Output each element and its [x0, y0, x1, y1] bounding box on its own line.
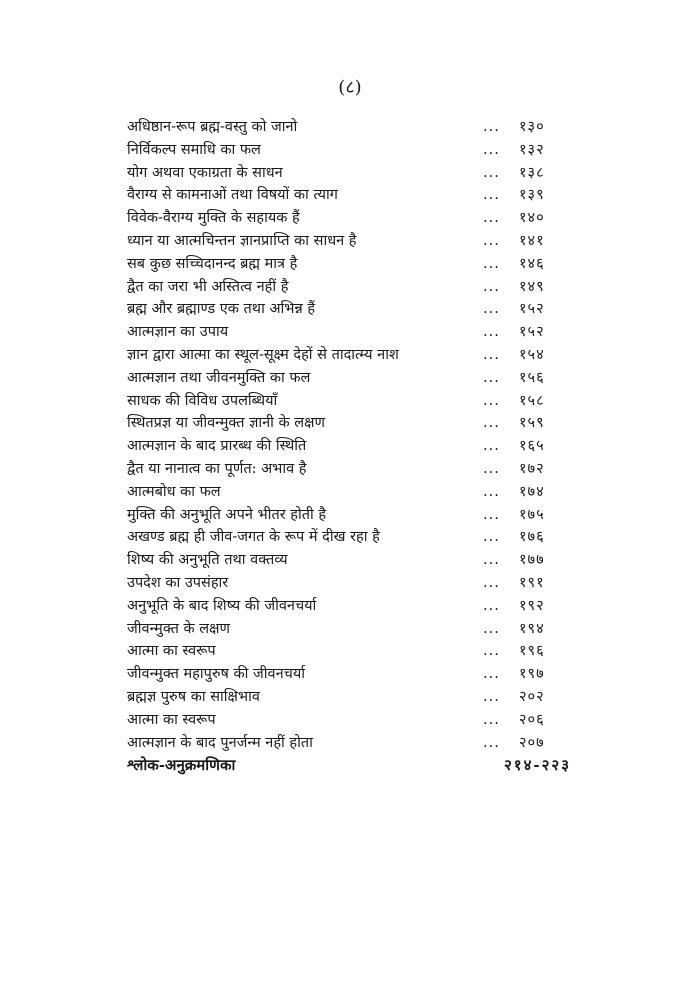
table-of-contents [127, 116, 571, 777]
toc-entry-title: निर्विकल्प समाधि का फल [127, 141, 261, 158]
toc-entry-leader: ... [483, 666, 500, 683]
toc-entry-title: आत्मज्ञान तथा जीवनमुक्ति का फल [127, 369, 311, 386]
toc-entry-leader: ... [483, 141, 500, 158]
toc-entry-title: आत्मबोध का फल [127, 483, 221, 500]
toc-entry-title: ब्रह्म और ब्रह्माण्ड एक तथा अभिन्न हैं [127, 301, 316, 318]
toc-entry-leader: ... [483, 574, 500, 591]
toc-entry-title: आत्मा का स्वरूप [127, 711, 216, 728]
toc-entry-page: १५२ [519, 301, 545, 318]
toc-entry-title: मुक्ति की अनुभूति अपने भीतर होती है [127, 506, 327, 523]
toc-entry [127, 298, 571, 321]
toc-entry-leader: ... [483, 734, 500, 751]
toc-entry [127, 276, 571, 299]
toc-entry-leader: ... [483, 415, 500, 432]
toc-entry-title: अधिष्ठान-रूप ब्रह्म-वस्तु को जानो [127, 119, 298, 135]
toc-entry-leader: ... [483, 392, 500, 409]
toc-entry-title: जीवन्मुक्त महापुरुष की जीवनचर्या [127, 666, 306, 683]
toc-entry [127, 663, 571, 686]
toc-entry-title: स्थितप्रज्ञ या जीवन्मुक्त ज्ञानी के लक्षण [127, 415, 325, 432]
toc-entry-page: १५६ [519, 369, 545, 386]
toc-entry-title: द्वैत या नानात्व का पूर्णत: अभाव है [127, 460, 307, 477]
toc-entry-leader: ... [483, 597, 500, 614]
toc-entry-page: १३० [519, 119, 545, 135]
toc-entry-title: आत्मा का स्वरूप [127, 643, 216, 660]
toc-entry-page: १५९ [519, 415, 545, 432]
toc-entry-page: १५४ [519, 346, 545, 363]
toc-entry-page: १३८ [519, 164, 545, 181]
toc-entry-page: १९६ [519, 643, 545, 660]
toc-entry-page: १७६ [519, 529, 545, 546]
toc-entry-page: १३२ [519, 141, 545, 158]
toc-entry [127, 321, 571, 344]
toc-entry-title: विवेक-वैराग्य मुक्ति के सहायक हैं [127, 210, 300, 227]
toc-entry-title: आत्मज्ञान के बाद पुनर्जन्म नहीं होता [127, 734, 313, 751]
toc-entry [127, 481, 571, 504]
toc-entry [127, 618, 571, 641]
toc-entry-title: द्वैत का जरा भी अस्तित्व नहीं है [127, 278, 289, 295]
toc-entry-leader: ... [483, 346, 500, 363]
toc-entry-title: अखण्ड ब्रह्म ही जीव-जगत के रूप में दीख रहा है [127, 529, 380, 546]
toc-entry-leader: ... [483, 255, 500, 272]
toc-entry [127, 184, 571, 207]
toc-entry-page: १४६ [519, 255, 545, 272]
toc-entry [127, 139, 571, 162]
toc-entry-leader: ... [483, 552, 500, 569]
toc-entry-leader: ... [483, 278, 500, 295]
toc-entry-leader: ... [483, 711, 500, 728]
toc-entry [127, 412, 571, 435]
toc-entry-leader: ... [483, 438, 500, 455]
toc-entry-title: योग अथवा एकाग्रता के साधन [127, 164, 283, 181]
toc-entry-title: जीवन्मुक्त के लक्षण [127, 620, 230, 637]
toc-entry-page: १९७ [519, 666, 545, 683]
toc-entry-title: साधक की विविध उपलब्धियाँ [127, 392, 278, 409]
toc-entry-title: शिष्य की अनुभूति तथा वक्तव्य [127, 552, 288, 569]
toc-entry-page: १४१ [519, 232, 545, 249]
toc-entry-title: सब कुछ सच्चिदानन्द ब्रह्म मात्र है [127, 255, 298, 272]
toc-entry [127, 572, 571, 595]
toc-entry-leader: ... [483, 688, 500, 705]
toc-entry-leader: ... [483, 460, 500, 477]
toc-entry-title: आत्मज्ञान के बाद प्रारब्ध की स्थिति [127, 438, 307, 455]
toc-entry-leader: ... [483, 506, 500, 523]
toc-entry [127, 367, 571, 390]
toc-entry-title: अनुभूति के बाद शिष्य की जीवनचर्या [127, 597, 317, 614]
toc-entry-page: १५८ [519, 392, 545, 409]
toc-entry [127, 458, 571, 481]
toc-entry-page: १३९ [519, 187, 545, 204]
toc-entry [127, 116, 571, 139]
page-number: (८) [338, 77, 362, 98]
toc-entry-title: श्लोक-अनुक्रमणिका [127, 756, 236, 775]
toc-entry-leader: ... [483, 187, 500, 204]
toc-entry [127, 504, 571, 527]
toc-entry [127, 435, 571, 458]
toc-entry-leader: ... [483, 164, 500, 181]
toc-entry-page: १७७ [519, 552, 545, 569]
toc-entry-title: ज्ञान द्वारा आत्मा का स्थूल-सूक्ष्म देहों से तादात्म्य नाश [127, 346, 399, 363]
toc-entry-leader: ... [483, 529, 500, 546]
toc-entry-leader: ... [483, 210, 500, 227]
toc-entry-page: २०६ [519, 711, 545, 728]
toc-entry-leader: ... [483, 232, 500, 249]
toc-entry [127, 344, 571, 367]
toc-entry-page: १७४ [519, 483, 545, 500]
toc-entry [127, 640, 571, 663]
toc-entry [127, 207, 571, 230]
toc-entry-page: १९१ [519, 574, 545, 591]
toc-entry-leader: ... [483, 620, 500, 637]
toc-entry-page: १९२ [519, 597, 545, 614]
toc-entry-page: १४० [519, 210, 545, 227]
toc-entry [127, 526, 571, 549]
toc-entry-page: २०२ [519, 688, 545, 705]
toc-entry-page: १७२ [519, 460, 545, 477]
toc-entry-title: ध्यान या आत्मचिन्तन ज्ञानप्राप्ति का साधन है [127, 232, 357, 249]
toc-entry-page: २०७ [519, 734, 545, 751]
toc-entry-title: ब्रह्मज्ञ पुरुष का साक्षिभाव [127, 688, 260, 705]
toc-entry-title: आत्मज्ञान का उपाय [127, 324, 229, 341]
toc-entry-leader: ... [483, 369, 500, 386]
toc-entry-title: उपदेश का उपसंहार [127, 574, 229, 591]
toc-entry [127, 162, 571, 185]
toc-entry-title: वैराग्य से कामनाओं तथा विषयों का त्याग [127, 187, 338, 204]
toc-entry [127, 549, 571, 572]
toc-entry-leader: ... [483, 483, 500, 500]
toc-entry-leader: ... [483, 324, 500, 341]
toc-entry-leader: ... [483, 119, 500, 135]
toc-entry-page: १५२ [519, 324, 545, 341]
toc-entry-page: १६५ [519, 438, 545, 455]
toc-entry-leader: ... [483, 301, 500, 318]
toc-entry [127, 230, 571, 253]
toc-entry [127, 686, 571, 709]
toc-entry-page: १९४ [519, 620, 545, 637]
toc-entry [127, 595, 571, 618]
toc-entry-page: १४९ [519, 278, 545, 295]
toc-entry-leader: ... [483, 643, 500, 660]
toc-entry [127, 253, 571, 276]
toc-entry [127, 709, 571, 732]
toc-entry [127, 732, 571, 755]
toc-entry [127, 390, 571, 413]
toc-entry-page: १७५ [519, 506, 545, 523]
toc-entry-page: २१४-२२३ [503, 756, 571, 775]
toc-entry-shloka-index [127, 754, 571, 777]
